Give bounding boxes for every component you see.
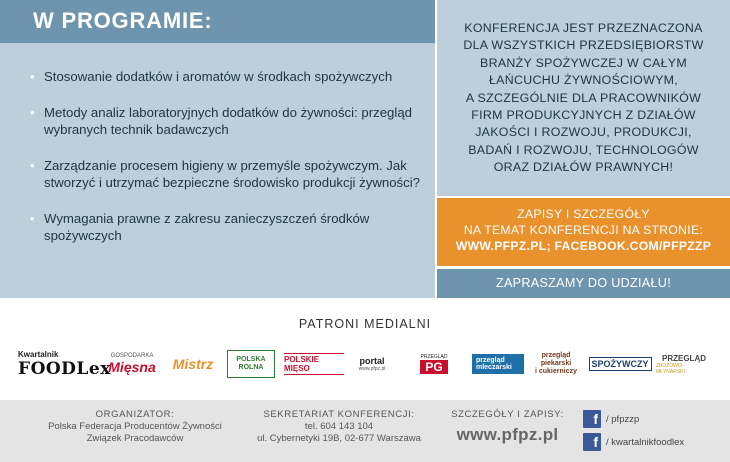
bullet-icon: • bbox=[30, 158, 35, 173]
program-item bbox=[30, 157, 425, 191]
facebook-label: / kwartalnikfoodlex bbox=[606, 436, 685, 448]
bullet-icon: • bbox=[30, 211, 35, 226]
foodlex-logo-big: FOODLex bbox=[18, 358, 111, 379]
gospodarka-miesna-small: GOSPODARKA bbox=[110, 353, 154, 359]
details-label: SZCZEGÓŁY I ZAPISY: bbox=[451, 409, 564, 420]
conference-line: A SZCZEGÓLNIE DLA PRACOWNIKÓW bbox=[465, 90, 702, 105]
przeglad-zbozowy-logo bbox=[656, 346, 712, 382]
polskie-mieso-logo bbox=[284, 346, 344, 382]
pg-logo-big: PG bbox=[420, 360, 447, 374]
portal-logo-url: www.pfpz.pl bbox=[358, 366, 386, 372]
foodlex-logo bbox=[18, 346, 111, 382]
organizer-name: Polska Federacja Producentów Żywności bbox=[48, 421, 222, 432]
conference-line: FIRM PRODUKCYJNYCH Z DZIAŁÓW bbox=[471, 108, 696, 123]
przeglad-zbozowy-big: PRZEGLĄD bbox=[662, 353, 706, 363]
organizer-block bbox=[30, 409, 240, 445]
przeglad-piekarski-line3: i cukierniczy bbox=[534, 368, 578, 375]
przeglad-mleczarski-text: przegląd mleczarski bbox=[472, 354, 524, 374]
polska-rolna-line2: ROLNA bbox=[238, 364, 264, 371]
conference-audience-panel bbox=[437, 0, 730, 196]
przeglad-piekarski-line1: przegląd bbox=[541, 352, 571, 359]
conference-line: DLA WSZYSTKICH PRZEDSIĘBIORSTW bbox=[463, 38, 704, 53]
conference-line: BRANŻY SPOŻYWCZEJ W CAŁYM bbox=[480, 55, 687, 70]
bullet-icon: • bbox=[30, 105, 35, 120]
polska-rolna-line1: POLSKA bbox=[236, 356, 266, 363]
patrons-logos bbox=[14, 346, 720, 382]
portal-logo bbox=[352, 346, 392, 382]
mistrz-logo-text: Mistrz bbox=[172, 356, 214, 372]
conference-line: KONFERENCJA JEST PRZEZNACZONA bbox=[464, 21, 703, 35]
facebook-link-pfpzzp[interactable] bbox=[583, 410, 639, 428]
przeglad-gastronomiczny-logo bbox=[412, 346, 456, 382]
przeglad-piekarski-logo bbox=[528, 346, 584, 382]
secretariat-address: ul. Cybernetyki 19B, 02-677 Warszawa bbox=[257, 433, 421, 444]
przeglad-mleczarski-logo bbox=[472, 346, 524, 382]
website-link[interactable]: www.pfpz.pl bbox=[456, 425, 559, 444]
organizer-label: ORGANIZATOR: bbox=[95, 409, 175, 420]
przemysl-spozywczy-text: SPOŻYWCZY bbox=[589, 357, 652, 371]
facebook-icon: f bbox=[583, 433, 601, 451]
facebook-link-foodlex[interactable] bbox=[583, 433, 684, 451]
conference-line: ORAZ DZIAŁÓW PRAWNYCH! bbox=[493, 160, 674, 175]
program-panel bbox=[0, 0, 435, 298]
invite-banner: ZAPRASZAMY DO UDZIAŁU! bbox=[437, 269, 730, 298]
conference-audience-text bbox=[437, 20, 730, 177]
program-header bbox=[0, 0, 435, 43]
foodlex-logo-small: Kwartalnik bbox=[18, 349, 59, 359]
conference-line: JAKOŚCI I ROZWOJU, PRODUKCJI, bbox=[475, 125, 692, 140]
program-item-text: Metody analiz laboratoryjnych dodatków do żywności: przegląd wybranych technik badawczych bbox=[44, 105, 412, 137]
secretariat-label: SEKRETARIAT KONFERENCJI: bbox=[263, 409, 415, 420]
program-item bbox=[30, 104, 425, 138]
program-list bbox=[30, 68, 425, 244]
program-item bbox=[30, 210, 425, 244]
organizer-subtitle: Związek Pracodawców bbox=[86, 433, 184, 444]
polska-rolna-box bbox=[227, 350, 275, 378]
przeglad-zbozowy-small: ZBOŻOWO-MŁYNARSKI bbox=[656, 362, 685, 375]
portal-logo-text: portal bbox=[359, 356, 385, 366]
conference-line: BADAŃ I ROZWOJU, TECHNOLOGÓW bbox=[468, 142, 699, 157]
program-item-text: Zarządzanie procesem higieny w przemyśle spożywczym. Jak stworzyć i utrzymać bezpieczne środowisko produkcji żywności? bbox=[44, 158, 420, 190]
bullet-icon: • bbox=[30, 69, 35, 84]
facebook-icon: f bbox=[583, 410, 601, 428]
signup-link[interactable]: WWW.PFPZ.PL; FACEBOOK.COM/PFPZZP bbox=[455, 239, 712, 253]
program-title: W PROGRAMIE: bbox=[33, 8, 213, 33]
polska-rolna-logo bbox=[226, 346, 276, 382]
secretariat-phone[interactable]: tel. 604 143 104 bbox=[304, 421, 374, 432]
program-item bbox=[30, 68, 425, 85]
signup-panel bbox=[437, 198, 730, 266]
signup-heading: ZAPISY I SZCZEGÓŁY bbox=[517, 207, 650, 221]
przemysl-spozywczy-logo bbox=[590, 346, 650, 382]
patrons-title: PATRONI MEDIALNI bbox=[298, 317, 432, 331]
gospodarka-miesna-big: Mięsna bbox=[108, 359, 156, 375]
mistrz-logo bbox=[168, 346, 218, 382]
przeglad-piekarski-line2: piekarski bbox=[540, 360, 572, 367]
gospodarka-miesna-logo bbox=[102, 346, 162, 382]
details-block bbox=[440, 409, 575, 444]
facebook-label: / pfpzzp bbox=[606, 413, 640, 425]
conference-line: ŁAŃCUCHU ŻYWNOŚCIOWYM, bbox=[488, 73, 679, 88]
pg-logo-small: PRZEGLĄD bbox=[420, 354, 448, 360]
signup-subheading: NA TEMAT KONFERENCJI NA STRONIE: bbox=[463, 223, 704, 237]
program-item-text: Wymagania prawne z zakresu zanieczyszczeń środków spożywczych bbox=[44, 211, 370, 243]
polskie-mieso-text: POLSKIE MIĘSO bbox=[284, 353, 344, 375]
secretariat-block bbox=[244, 409, 434, 445]
program-item-text: Stosowanie dodatków i aromatów w środkach spożywczych bbox=[44, 69, 393, 84]
